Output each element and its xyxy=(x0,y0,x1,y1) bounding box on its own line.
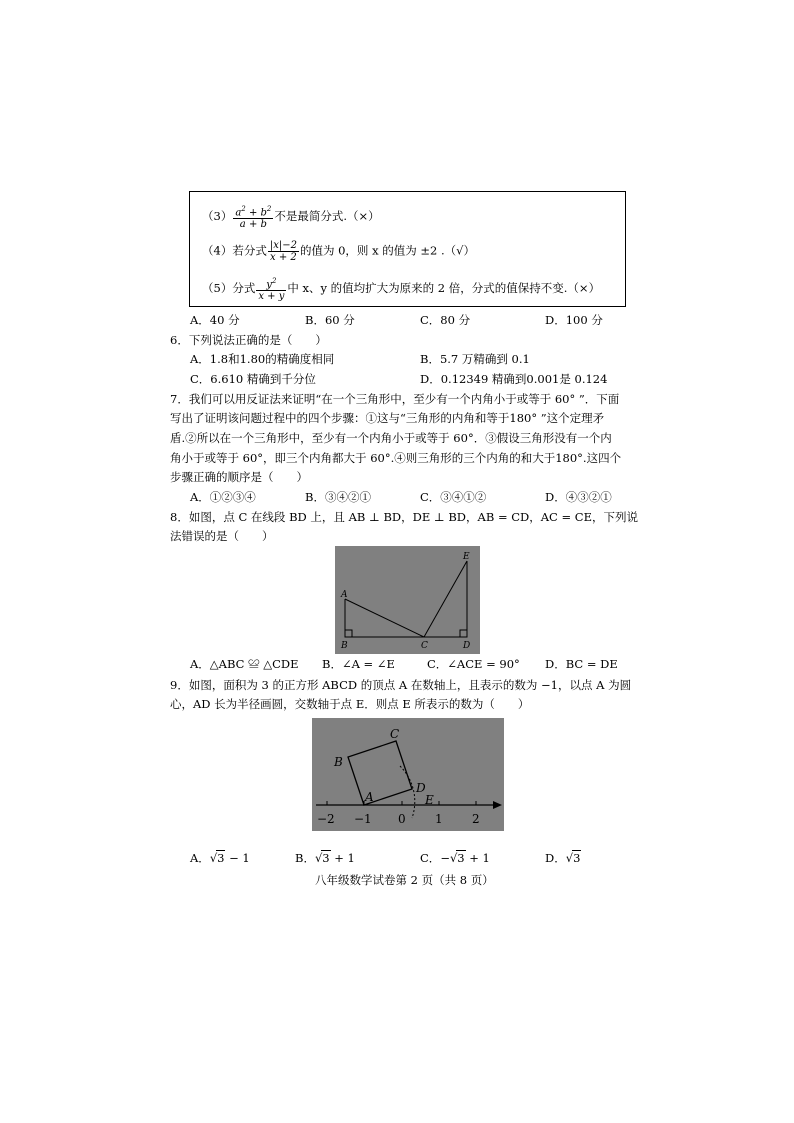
q9-option-a-label: A． xyxy=(190,851,210,865)
q8-option-a[interactable]: A．△ABC ≌ △CDE xyxy=(190,657,299,671)
q9-figure xyxy=(312,718,504,831)
statement-4-text: 的值为 0，则 x 的值为 ±2 .（√） xyxy=(299,243,475,258)
q9-option-a-tail: − 1 xyxy=(225,851,250,865)
q7-option-c[interactable]: C．③④①② xyxy=(420,490,487,504)
q9-option-c[interactable]: C．−√3 + 1 xyxy=(420,851,490,865)
frac3-b: b xyxy=(260,207,267,219)
frac3-plus: + xyxy=(245,207,261,219)
q9-option-b[interactable]: B．√3 + 1 xyxy=(295,851,355,865)
q9-tick-label-m2: −2 xyxy=(317,812,335,826)
q8-figure xyxy=(335,546,480,654)
q9-tick-label-0: 0 xyxy=(398,812,406,826)
q8-right-angle-b xyxy=(345,630,352,637)
statement-3 xyxy=(202,204,380,230)
statement-4-label: （4）若分式 xyxy=(202,243,267,258)
frac3-sup2: 2 xyxy=(266,205,272,213)
q9-option-b-radicand: 3 xyxy=(322,851,330,865)
q7-option-b[interactable]: B．③④②① xyxy=(305,490,371,504)
q5-option-c[interactable]: C．80 分 xyxy=(420,313,471,327)
q9-label-a: A xyxy=(365,790,374,804)
statement-5-fraction xyxy=(256,276,286,302)
frac5-den: x + y xyxy=(258,291,285,303)
q9-line-1: 9．如图，面积为 3 的正方形 ABCD 的顶点 A 在数轴上，且表示的数为 −1，以点 A 为圆 xyxy=(170,678,632,692)
frac3-den: a + b xyxy=(239,219,267,231)
page-footer: 八年级数学试卷第 2 页（共 8 页） xyxy=(315,873,494,887)
frac4-num: |x|−2 xyxy=(269,240,297,251)
q7-line-3: 盾.②所以在一个三角形中，至少有一个内角小于或等于 60°．③假设三角形没有一个内 xyxy=(170,431,612,445)
frac4-den: x + 2 xyxy=(270,252,297,263)
frac3-a: a xyxy=(235,207,242,219)
q9-label-d: D xyxy=(416,781,426,795)
frac5-sup: 2 xyxy=(271,277,277,285)
statement-4 xyxy=(202,240,475,263)
q9-tick-label-1: 1 xyxy=(435,812,443,826)
q7-option-a[interactable]: A．①②③④ xyxy=(190,490,256,504)
q9-tick-label-m1: −1 xyxy=(354,812,372,826)
statement-5-text: 中 x、y 的值均扩大为原来的 2 倍，分式的值保持不变.（×） xyxy=(287,281,601,296)
q8-line-ce xyxy=(424,561,467,637)
q9-option-c-pre: − xyxy=(440,851,450,865)
q7-line-1: 7．我们可以用反证法来证明“在一个三角形中，至少有一个内角小于或等于 60° ”．下面 xyxy=(170,392,620,406)
q9-label-b: B xyxy=(334,755,343,769)
q9-option-d-radicand: 3 xyxy=(573,851,581,865)
q9-option-c-label: C． xyxy=(420,851,441,865)
q6-option-b[interactable]: B．5.7 万精确到 0.1 xyxy=(420,352,530,366)
q5-option-d[interactable]: D．100 分 xyxy=(545,313,603,327)
q8-line-2: 法错误的是（ ） xyxy=(170,529,274,543)
q9-axis-arrow xyxy=(493,801,502,809)
q8-label-d: D xyxy=(463,641,471,651)
q9-tick-label-2: 2 xyxy=(472,812,480,826)
q9-option-b-label: B． xyxy=(295,851,315,865)
q9-line-2: 心，AD 长为半径画圆，交数轴于点 E．则点 E 所表示的数为（ ） xyxy=(170,697,530,711)
q9-square-abcd xyxy=(348,741,412,805)
statement-4-fraction xyxy=(268,240,299,263)
q6-option-a[interactable]: A．1.8和1.80的精确度相同 xyxy=(190,352,335,366)
q9-option-d[interactable]: D．√3 xyxy=(545,851,581,865)
statement-5-label: （5）分式 xyxy=(202,281,256,296)
statement-3-fraction xyxy=(233,204,273,230)
q8-line-1: 8．如图，点 C 在线段 BD 上，且 AB ⊥ BD，DE ⊥ BD，AB = CD，AC = CE，下列说 xyxy=(170,510,638,524)
statement-3-text: 不是最简分式.（×） xyxy=(274,209,380,224)
q6-option-d[interactable]: D．0.12349 精确到0.001是 0.124 xyxy=(420,372,608,386)
q8-line-ac xyxy=(345,599,424,637)
q9-option-c-tail: + 1 xyxy=(465,851,490,865)
q8-option-d[interactable]: D．BC = DE xyxy=(545,657,618,671)
q5-option-a[interactable]: A．40 分 xyxy=(190,313,240,327)
q8-option-b[interactable]: B．∠A = ∠E xyxy=(322,657,395,671)
frac5-y: y xyxy=(266,279,272,291)
q9-option-b-tail: + 1 xyxy=(330,851,355,865)
statement-3-label: （3） xyxy=(202,209,233,224)
q9-figure-svg xyxy=(312,718,504,831)
q5-option-b[interactable]: B．60 分 xyxy=(305,313,355,327)
q8-option-c[interactable]: C．∠ACE = 90° xyxy=(427,657,520,671)
frac3-sup1: 2 xyxy=(241,205,246,213)
q9-option-d-label: D． xyxy=(545,851,566,865)
statement-5 xyxy=(202,276,600,302)
statements-box xyxy=(189,191,626,307)
q9-label-e: E xyxy=(425,793,434,807)
q9-label-c: C xyxy=(390,727,400,741)
q8-figure-svg xyxy=(335,546,480,654)
q8-right-angle-d xyxy=(460,630,467,637)
q7-line-4: 角小于或等于 60°，即三个内角都大于 60°.④则三角形的三个内角的和大于180°.这四个 xyxy=(170,451,622,465)
q8-label-b: B xyxy=(341,641,348,651)
q8-label-c: C xyxy=(421,641,428,651)
q7-option-d[interactable]: D．④③②① xyxy=(545,490,612,504)
q9-option-a[interactable]: A．√3 − 1 xyxy=(190,851,250,865)
q8-label-e: E xyxy=(463,552,470,562)
q6-option-c[interactable]: C．6.610 精确到千分位 xyxy=(190,372,316,386)
q7-line-5: 步骤正确的顺序是（ ） xyxy=(170,470,308,484)
q7-line-2: 写出了证明该问题过程中的四个步骤：①这与“三角形的内角和等于180° ”这个定理矛 xyxy=(170,411,605,425)
q6-stem: 6．下列说法正确的是（ ） xyxy=(170,333,327,347)
q9-option-a-radicand: 3 xyxy=(217,851,225,865)
q8-label-a: A xyxy=(341,590,348,600)
q9-option-c-radicand: 3 xyxy=(457,851,465,865)
